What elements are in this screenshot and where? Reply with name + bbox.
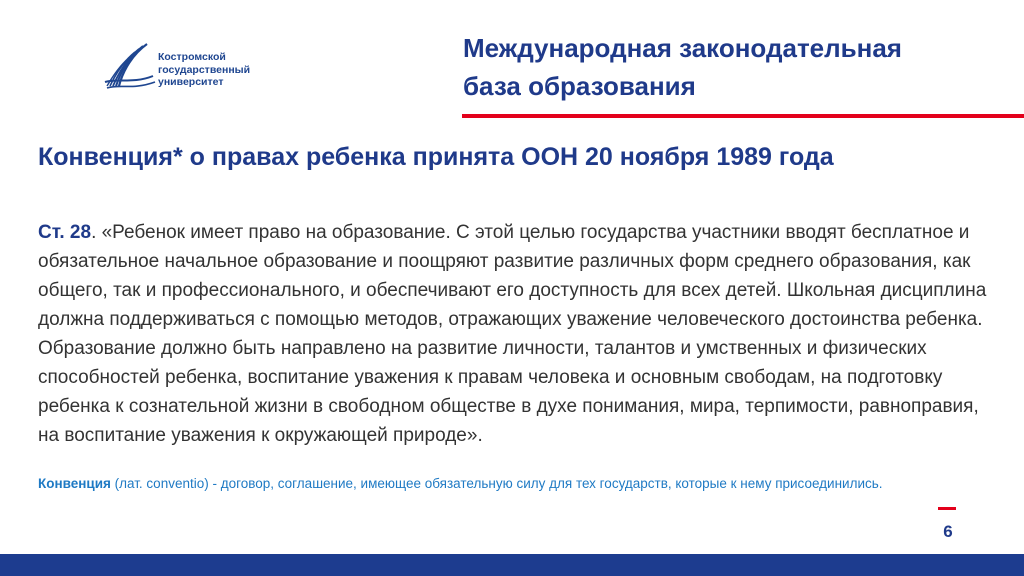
- page-title: Конвенция* о правах ребенка принята ООН 20 ноября 1989 года: [38, 143, 834, 171]
- header-title: [463, 29, 1003, 105]
- logo-text: [158, 51, 308, 89]
- kgu-wing-icon: [103, 42, 157, 94]
- header-title-line-2: база образования: [463, 71, 696, 101]
- footnote-definition: (лат. conventio) - договор, соглашение, имеющее обязательную силу для тех государств, которые к нему присоединились.: [110, 476, 883, 491]
- article-label: Ст. 28: [38, 222, 92, 243]
- article-paragraph: [38, 218, 988, 450]
- footer-bar: [0, 554, 1024, 576]
- university-logo: [103, 40, 303, 110]
- header-divider: [462, 114, 1024, 118]
- logo-line-3: университет: [158, 76, 224, 88]
- header-title-line-1: Международная законодательная: [463, 33, 902, 63]
- article-text: . «Ребенок имеет право на образование. С этой целью государства участники вводят бесплатное и обязательное начальное образование и поощряют развитие различных форм среднего образования, как общего, так и профессионального, и обеспечивают его доступность для всех детей. Школьная дисциплина должна поддерживаться с помощью методов, отражающих уважение человеческого достоинства ребенка. Образование должно быть направлено на развитие личности, талантов и умственных и физических способностей ребенка, воспитание уважения к правам человека и основным свободам, на подготовку ребенка к сознательной жизни в свободном обществе в духе понимания, мира, терпимости, равноправия, на воспитание уважения к окружающей природе».: [38, 222, 987, 446]
- logo-line-2: государственный: [158, 63, 251, 76]
- logo-line-1: Костромской: [158, 51, 226, 63]
- page-number: 6: [943, 522, 953, 541]
- page-number-marker: [938, 507, 956, 510]
- footnote-term: Конвенция: [38, 476, 111, 491]
- footnote: [38, 474, 958, 494]
